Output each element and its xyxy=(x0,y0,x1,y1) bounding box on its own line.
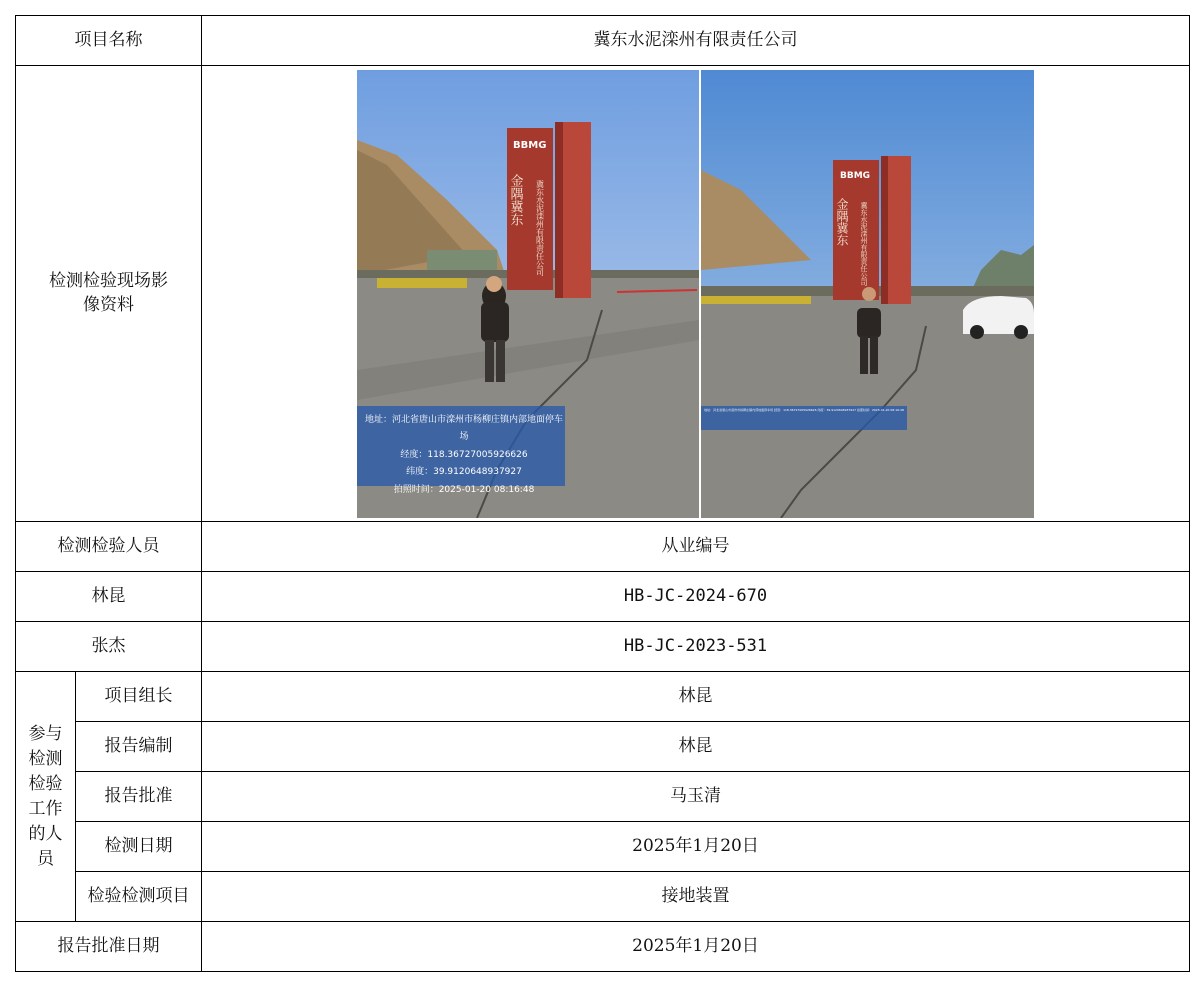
inspector-row xyxy=(16,572,1190,622)
participant-value: 林昆 xyxy=(202,672,1190,722)
stamp-time: 拍照时间：2025-01-20 08:16:48 xyxy=(393,484,535,495)
participant-role: 检验检测项目 xyxy=(76,872,202,922)
inspector-cert: HB-JC-2024-670 xyxy=(202,572,1190,622)
photo-gallery xyxy=(202,70,1189,518)
inspectors-label: 检测检验人员 xyxy=(16,522,202,572)
project-name-row xyxy=(16,16,1190,66)
sign-sub-2: 冀东水泥滦州有限责任公司 xyxy=(860,201,868,286)
participant-value: 2025年1月20日 xyxy=(202,822,1190,872)
participant-role: 检测日期 xyxy=(76,822,202,872)
participant-row xyxy=(16,772,1190,822)
inspector-name: 林昆 xyxy=(16,572,202,622)
inspector-row xyxy=(16,622,1190,672)
site-photos-row xyxy=(16,66,1190,522)
participants-label-text: 参与检测检验工作的人员 xyxy=(28,723,63,869)
approval-date-label: 报告批准日期 xyxy=(16,922,202,972)
approval-date-value: 2025年1月20日 xyxy=(202,922,1190,972)
participants-label xyxy=(16,672,76,922)
participant-value: 马玉清 xyxy=(202,772,1190,822)
site-photo-2-image xyxy=(701,70,1034,518)
stamp-latitude: 纬度：39.9120648937927 xyxy=(406,467,522,477)
inspector-name: 张杰 xyxy=(16,622,202,672)
participant-role: 项目组长 xyxy=(76,672,202,722)
photo-1-geo-stamp xyxy=(357,406,565,495)
site-photos-cell xyxy=(202,66,1190,522)
site-photos-label xyxy=(16,66,202,522)
participant-value: 接地装置 xyxy=(202,872,1190,922)
participant-row xyxy=(16,722,1190,772)
sign-brand-1: BBMG xyxy=(513,139,547,151)
sign-main-2: 金隅冀东 xyxy=(835,197,849,246)
stamp-longitude: 经度：118.36727005926626 xyxy=(400,449,528,460)
participant-row xyxy=(16,672,1190,722)
sign-main-1: 金隅冀东 xyxy=(507,173,523,226)
approval-date-row xyxy=(16,922,1190,972)
project-name-value: 冀东水泥滦州有限责任公司 xyxy=(202,16,1190,66)
project-name-label: 项目名称 xyxy=(16,16,202,66)
cert-no-label: 从业编号 xyxy=(202,522,1190,572)
stamp-small-text: 地址：河北省唐山市滦州市杨柳庄镇内部地面停车场 经度：118.36727005926626 纬度：39.9120648937927 拍照时间：2025-01-20 08:16:48 xyxy=(704,407,904,412)
sign-brand-2: BBMG xyxy=(840,170,871,181)
site-photo-2 xyxy=(701,70,1034,518)
site-photos-label-text: 检测检验现场影像资料 xyxy=(49,270,168,315)
participant-role: 报告批准 xyxy=(76,772,202,822)
participant-row xyxy=(16,872,1190,922)
participant-value: 林昆 xyxy=(202,722,1190,772)
sign-sub-1: 冀东水泥滦州有限责任公司 xyxy=(535,179,545,276)
inspector-cert: HB-JC-2023-531 xyxy=(202,622,1190,672)
site-photo-1 xyxy=(357,70,699,518)
stamp-address: 地址：河北省唐山市滦州市杨柳庄镇内部地面停车场 xyxy=(364,414,563,442)
inspectors-header-row xyxy=(16,522,1190,572)
inspection-record-table xyxy=(15,15,1190,972)
participant-row xyxy=(16,822,1190,872)
participant-role: 报告编制 xyxy=(76,722,202,772)
photo-2-geo-stamp xyxy=(701,406,907,430)
